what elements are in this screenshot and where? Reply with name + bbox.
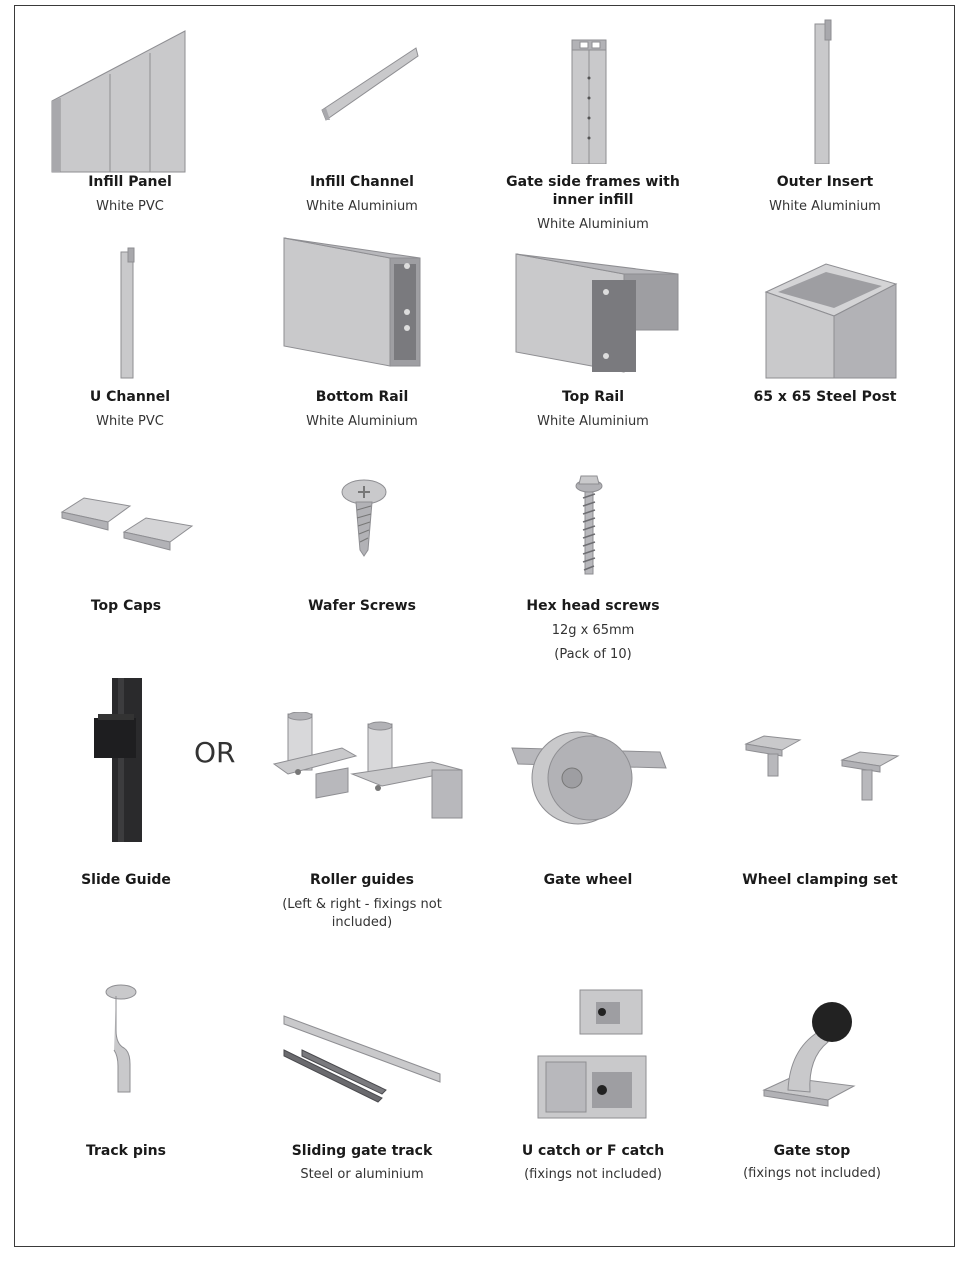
slide-guide-image (92, 674, 148, 844)
top-rail-title: Top Rail (561, 389, 625, 405)
hex-head-screws-sub-2: (Pack of 10) (554, 647, 632, 662)
roller-guides-sub-2: included) (331, 915, 393, 930)
roller-guides-title: Roller guides (310, 872, 414, 888)
u-channel-image (116, 246, 140, 380)
hex-head-screws-title: Hex head screws (526, 598, 660, 614)
gate-side-frames-title-2: inner infill (552, 192, 634, 208)
bottom-rail-image (282, 236, 424, 368)
sliding-gate-track-sub: Steel or aluminium (300, 1167, 424, 1182)
track-pins-title: Track pins (86, 1143, 166, 1159)
u-catch-f-catch-sub: (fixings not included) (524, 1167, 662, 1182)
u-f-catch-image (534, 986, 650, 1124)
or-label: OR (194, 736, 236, 769)
top-caps-image (58, 496, 194, 554)
wafer-screws-title: Wafer Screws (308, 598, 416, 614)
infill-channel-image (320, 44, 420, 124)
outer-insert-sub: White Aluminium (769, 199, 881, 214)
gate-wheel-image (510, 728, 668, 828)
gate-side-frame-image (566, 38, 616, 164)
top-rail-image (514, 252, 682, 374)
track-pins-image (104, 984, 138, 1096)
infill-panel-title: Infill Panel (88, 174, 172, 190)
slide-guide-title: Slide Guide (81, 872, 171, 888)
wafer-screw-image (340, 478, 388, 558)
infill-channel-title: Infill Channel (310, 174, 414, 190)
hex-screw-image (572, 472, 606, 578)
roller-guides-image (272, 712, 466, 824)
infill-channel-sub: White Aluminium (306, 199, 418, 214)
infill-panel-image (50, 26, 190, 174)
sliding-gate-track-image (282, 1014, 442, 1106)
sliding-gate-track-title: Sliding gate track (291, 1143, 433, 1159)
gate-side-frames-sub: White Aluminium (537, 217, 649, 232)
gate-stop-image (760, 1000, 858, 1110)
outer-insert-title: Outer Insert (776, 174, 874, 190)
steel-post-image (764, 262, 898, 380)
u-catch-f-catch-title: U catch or F catch (521, 1143, 665, 1159)
top-caps-title: Top Caps (90, 598, 162, 614)
infill-panel-sub: White PVC (96, 199, 164, 214)
hex-head-screws-sub-1: 12g x 65mm (551, 623, 635, 638)
bottom-rail-title: Bottom Rail (315, 389, 409, 405)
gate-side-frames-title-1: Gate side frames with (506, 174, 680, 190)
bottom-rail-sub: White Aluminium (306, 414, 418, 429)
u-channel-title: U Channel (89, 389, 171, 405)
outer-insert-image (810, 18, 836, 164)
u-channel-sub: White PVC (96, 414, 164, 429)
wheel-clamping-set-image (744, 734, 902, 806)
steel-post-title: 65 x 65 Steel Post (753, 389, 897, 405)
wheel-clamping-set-title: Wheel clamping set (742, 872, 898, 888)
roller-guides-sub-1: (Left & right - fixings not (282, 897, 442, 912)
top-rail-sub: White Aluminium (537, 414, 649, 429)
gate-stop-sub: (fixings not included) (743, 1166, 881, 1181)
gate-wheel-title: Gate wheel (543, 872, 633, 888)
gate-stop-title: Gate stop (773, 1143, 851, 1159)
